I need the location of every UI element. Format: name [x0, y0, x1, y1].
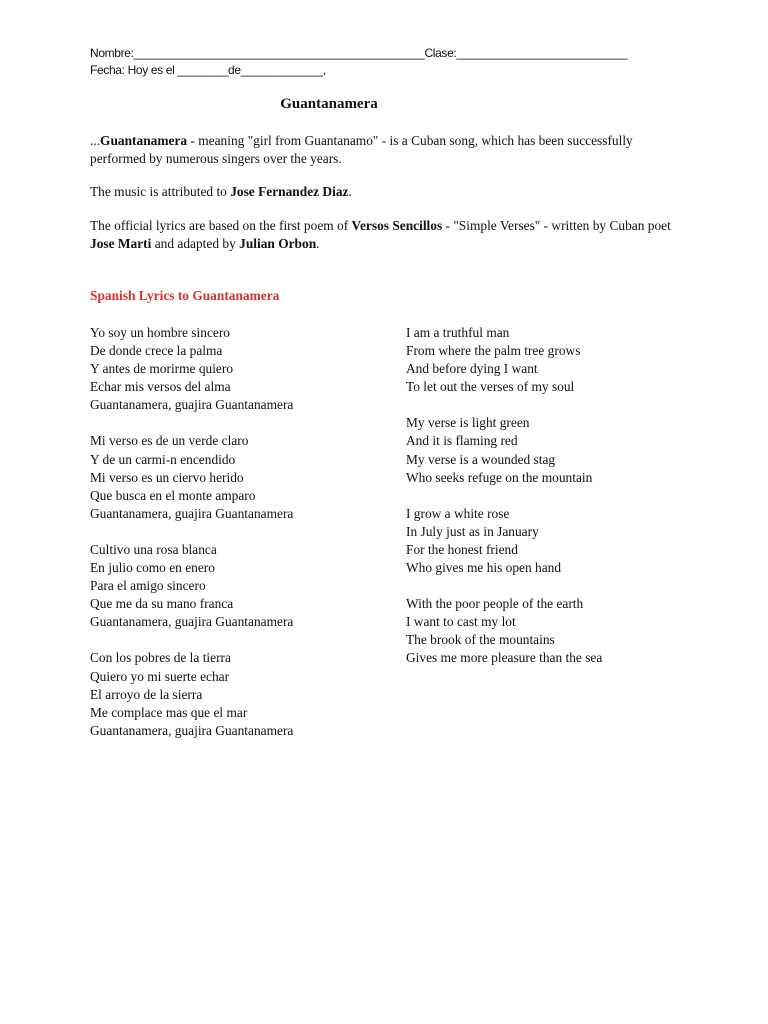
english-lyric-line: For the honest friend [406, 541, 518, 557]
spanish-lyric-line: Mi verso es un ciervo herido [90, 469, 244, 485]
english-lyric-line: Gives me more pleasure than the sea [406, 650, 603, 666]
composer-name: Jose Fernandez Diaz [230, 184, 349, 199]
lyrics-section-title: Spanish Lyrics to Guantanamera [90, 288, 280, 303]
spanish-lyric-line: Guantanamera, guajira Guantanamera [90, 614, 294, 630]
spanish-lyric-line: De donde crece la palma [90, 343, 223, 359]
spanish-lyric-line: Mi verso es de un verde claro [90, 433, 249, 449]
spanish-lyric-line: Con los pobres de la tierra [90, 650, 231, 666]
spanish-stanza [90, 649, 390, 739]
spanish-lyric-line: Para el amigo sincero [90, 578, 206, 594]
spanish-lyric-line: Quiero yo mi suerte echar [90, 668, 230, 684]
intro-description: - meaning "girl from Guantanamo" - is a Cuban song, which has been successfully performed by numerous singers over the years. [90, 133, 633, 166]
intro-paragraph-1 [90, 132, 690, 167]
spanish-lyric-line: Echar mis versos del alma [90, 379, 231, 395]
intro-ellipsis: ... [90, 133, 101, 148]
period: . [348, 184, 352, 199]
adapted-by-text: and adapted by [151, 235, 240, 251]
english-lyric-line: My verse is a wounded stag [406, 451, 556, 467]
english-lyric-line: In July just as in January [406, 523, 539, 539]
music-attribution-text: The music is attributed to [90, 184, 231, 199]
intro-paragraph-3 [90, 217, 690, 252]
english-lyric-line: To let out the verses of my soul [406, 379, 575, 395]
english-lyric-line: The brook of the mountains [406, 632, 555, 648]
poem-translation-text: - "Simple Verses" - written by Cuban poet [442, 218, 671, 233]
poet-name: Jose Marti [90, 235, 152, 251]
spanish-stanza [90, 541, 390, 631]
name-class-header-line: Nombre:______________________________________________Clase:___________________________ [90, 46, 628, 60]
intro-paragraph-2 [90, 183, 690, 201]
spanish-lyric-line: Cultivo una rosa blanca [90, 541, 217, 557]
english-lyric-line: I am a truthful man [406, 325, 510, 340]
spanish-lyric-line: Guantanamera, guajira Guantanamera [90, 505, 294, 521]
adapter-name: Julian Orbon [239, 235, 317, 251]
document-title: Guantanamera [280, 96, 378, 112]
english-lyric-line: My verse is light green [406, 415, 530, 431]
spanish-lyric-line: Yo soy un hombre sincero [90, 325, 230, 340]
spanish-lyrics-column [90, 324, 390, 758]
english-lyric-line: And before dying I want [406, 361, 538, 377]
poem-collection-name: Versos Sencillos [351, 218, 443, 233]
english-lyric-line: And it is flaming red [406, 433, 518, 449]
lyrics-basis-text: The official lyrics are based on the first poem of [90, 218, 352, 233]
english-lyric-line: I grow a white rose [406, 505, 510, 521]
english-lyric-line: Who gives me his open hand [406, 560, 562, 576]
english-stanza [406, 324, 706, 396]
spanish-lyric-line: El arroyo de la sierra [90, 686, 203, 702]
spanish-lyric-line: Que busca en el monte amparo [90, 487, 256, 503]
spanish-lyric-line: Guantanamera, guajira Guantanamera [90, 397, 294, 413]
spanish-lyric-line: Que me da su mano franca [90, 596, 234, 612]
spanish-lyric-line: En julio como en enero [90, 560, 215, 576]
spanish-lyric-line: Y de un carmi-n encendido [90, 451, 236, 467]
english-lyrics-column [406, 324, 706, 686]
spanish-lyric-line: Guantanamera, guajira Guantanamera [90, 722, 294, 738]
date-header-line: Fecha: Hoy es el ________de_____________, [90, 63, 326, 77]
spanish-stanza [90, 324, 390, 414]
period: . [316, 235, 320, 251]
english-stanza [406, 595, 706, 667]
english-lyric-line: I want to cast my lot [406, 614, 516, 630]
english-lyric-line: With the poor people of the earth [406, 596, 584, 612]
english-stanza [406, 505, 706, 577]
spanish-lyric-line: Me complace mas que el mar [90, 704, 248, 720]
english-lyric-line: From where the palm tree grows [406, 343, 581, 359]
spanish-lyric-line: Y antes de morirme quiero [90, 361, 234, 377]
song-name-bold: Guantanamera [100, 133, 188, 148]
english-stanza [406, 414, 706, 486]
spanish-stanza [90, 432, 390, 522]
english-lyric-line: Who seeks refuge on the mountain [406, 469, 593, 485]
